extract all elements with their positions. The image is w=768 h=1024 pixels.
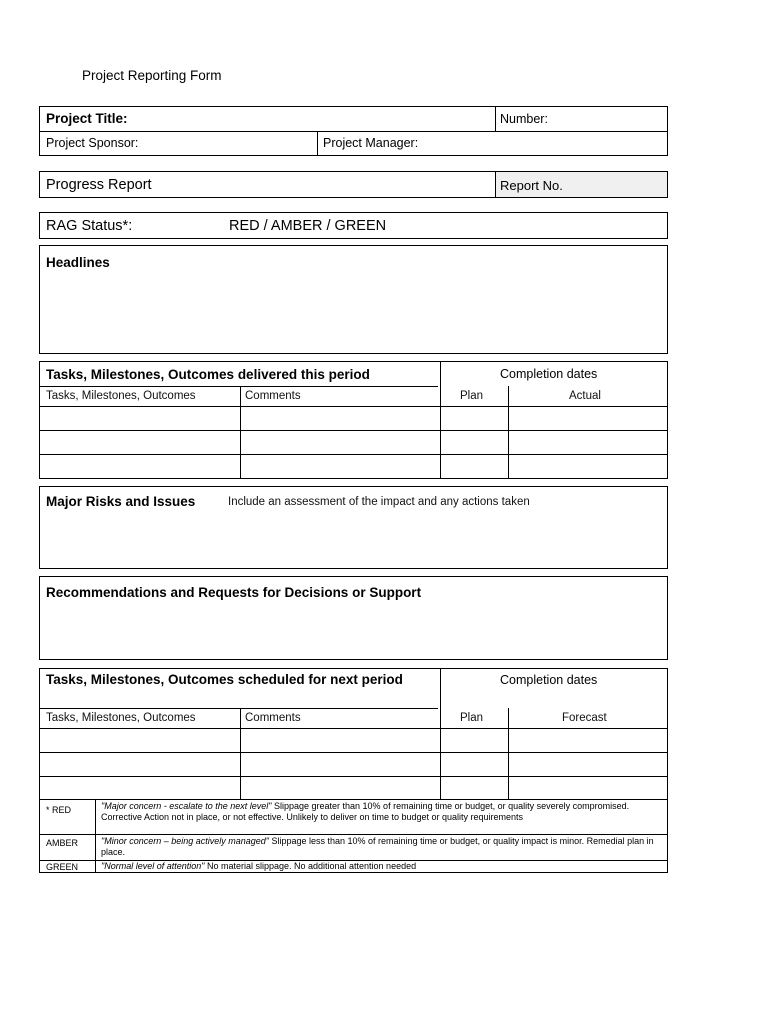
delivered-col-actual: Actual (569, 390, 601, 402)
headlines-box[interactable] (39, 245, 668, 354)
rag-status-options[interactable]: RED / AMBER / GREEN (229, 218, 387, 234)
delivered-col-plan: Plan (460, 390, 484, 402)
legend-key-green: GREEN (46, 862, 79, 872)
form-title: Project Reporting Form (82, 68, 222, 83)
scheduled-col-forecast: Forecast (562, 712, 607, 724)
legend-quote-amber: "Minor concern – being actively managed" (101, 836, 269, 846)
recommendations-box[interactable] (39, 576, 668, 660)
scheduled-col-tasks: Tasks, Milestones, Outcomes (46, 712, 196, 724)
major-risks-hint: Include an assessment of the impact and any actions taken (228, 496, 530, 508)
legend-quote-red: "Major concern - escalate to the next level" (101, 801, 272, 811)
progress-report-label: Progress Report (46, 177, 152, 193)
legend-key-red: * RED (46, 805, 72, 815)
delivered-label: Tasks, Milestones, Outcomes delivered this period (46, 367, 370, 382)
legend-desc-green: No material slippage. No additional attention needed (204, 861, 417, 871)
major-risks-box[interactable] (39, 486, 668, 569)
legend-desc-red: Slippage greater than 10% of remaining time or budget, or quality severely compromised. Corrective Action not in place, or not effective. Unlikely to deliver on time to budget or quality requirements (101, 801, 630, 822)
project-header-box (39, 106, 668, 156)
project-sponsor-label[interactable]: Project Sponsor: (46, 136, 139, 150)
scheduled-col-comments: Comments (245, 712, 301, 724)
report-no-field[interactable]: Report No. (500, 178, 563, 193)
legend-text-amber (101, 836, 666, 858)
delivered-col-comments: Comments (245, 390, 301, 402)
headlines-label: Headlines (46, 255, 110, 270)
scheduled-label: Tasks, Milestones, Outcomes scheduled for next period (46, 672, 403, 687)
delivered-col-tasks: Tasks, Milestones, Outcomes (46, 390, 196, 402)
legend-text-green (101, 861, 666, 872)
legend-text-red (101, 801, 666, 823)
legend-desc-amber: Slippage less than 10% of remaining time or budget, or quality impact is minor. Remedial plan in place. (101, 836, 654, 857)
project-manager-label[interactable]: Project Manager: (323, 136, 419, 150)
rag-status-box (39, 212, 668, 239)
major-risks-label: Major Risks and Issues (46, 494, 196, 509)
delivered-completion-dates: Completion dates (500, 367, 598, 381)
legend-quote-green: "Normal level of attention" (101, 861, 205, 871)
legend-key-amber: AMBER (46, 838, 79, 848)
scheduled-completion-dates: Completion dates (500, 673, 598, 687)
scheduled-table (39, 668, 668, 800)
delivered-table (39, 361, 668, 479)
number-label[interactable]: Number: (500, 112, 548, 126)
rag-status-label: RAG Status*: (46, 218, 133, 234)
progress-report-box (39, 171, 668, 198)
scheduled-col-plan: Plan (460, 712, 484, 724)
recommendations-label: Recommendations and Requests for Decisions or Support (46, 585, 422, 600)
project-title-label[interactable]: Project Title: (46, 111, 128, 126)
rag-legend (39, 799, 668, 873)
